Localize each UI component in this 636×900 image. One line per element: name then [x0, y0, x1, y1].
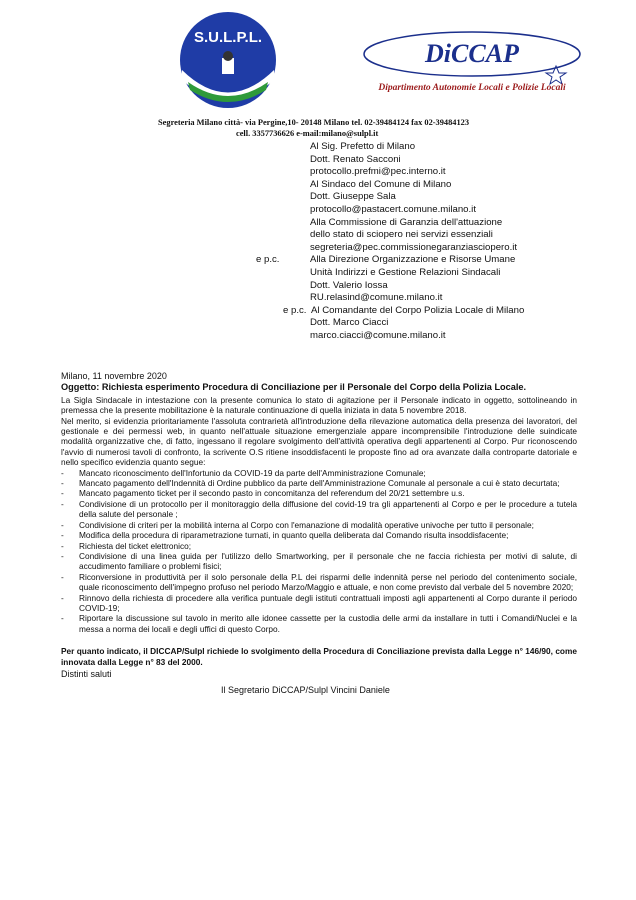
epc-label: e p.c. [283, 304, 307, 316]
addressee-line: segreteria@pec.commissionegaranziasciopero.it [310, 241, 518, 253]
signature: Il Segretario DiCCAP/Sulpl Vincini Daniele [221, 685, 390, 696]
list-item-text: Riportare la discussione sul tavolo in merito alle idonee cassette per la custodia delle armi da installare in tutti i Comandi/Nuclei e la messa a norma dei locali e degli uffici di questo Corpo. [79, 613, 577, 634]
list-item-text: Riconversione in produttività per il solo personale della P.L dei risparmi delle indennità perse nel periodo del contenimento sociale, quale riconoscimento dell'impegno profuso nel periodo Marzo/Maggio e attuale, e non come previsto dal verbale del 5 novembre 2020; [79, 571, 577, 593]
addressee-line: Dott. Valerio Iossa [310, 279, 388, 291]
list-dash: - [61, 530, 64, 541]
list-item-text: Condivisione di una linea guida per l'utilizzo dello Smartworking, per il personale che ne faccia richiesta per motivi di salute, di accudimento familiare o problemi fisici; [79, 550, 577, 572]
list-item [61, 593, 577, 614]
list-item-text: Richiesta del ticket elettronico; [79, 540, 192, 551]
list-item-text: Mancato pagamento ticket per il secondo pasto in concomitanza del referendum del 20/21 settembre u.s. [79, 488, 465, 499]
list-item [61, 541, 577, 551]
list-dash: - [61, 540, 64, 551]
list-item-text: Mancato pagamento dell'Indennità di Ordine pubblico da parte dell'Amministrazione Comunale al personale a cui è stato decurtata; [79, 478, 560, 489]
list-item [61, 530, 577, 540]
segreteria-line: Segreteria Milano città- via Pergine,10- 20148 Milano tel. 02-39484124 fax 02-39484123 [158, 118, 470, 127]
diccap-logo-text: DiCCAP [425, 39, 519, 68]
list-dash: - [61, 571, 64, 582]
list-item [61, 572, 577, 593]
list-item-text: Mancato riconoscimento dell'Infortunio da COVID-19 da parte dell'Amministrazione Comunale; [79, 467, 426, 478]
addressee-line: Al Comandante del Corpo Polizia Locale di Milano [311, 304, 525, 316]
list-dash: - [61, 467, 64, 478]
list-dash: - [61, 592, 64, 603]
letter-subject: Oggetto: Richiesta esperimento Procedura di Conciliazione per il Personale del Corpo della Polizia Locale. [61, 382, 527, 393]
letter-date: Milano, 11 novembre 2020 [61, 371, 167, 381]
list-item-text: Condivisione di criteri per la mobilità interna al Corpo con l'emanazione di modalità operative univoche per tutto il personale; [79, 519, 534, 530]
list-item-text: Modifica della procedura di riparametrazione turnati, in quanto quella deliberata dal Comando risulta insoddisfacente; [79, 530, 509, 541]
epc-label: e p.c. [256, 254, 280, 266]
list-item [61, 468, 577, 478]
list-item [61, 499, 577, 520]
addressee-line: protocollo@pastacert.comune.milano.it [310, 203, 476, 215]
list-item [61, 613, 577, 634]
addressee-line: Al Sindaco del Comune di Milano [310, 178, 452, 190]
addressee-line: protocollo.prefmi@pec.interno.it [310, 166, 446, 178]
list-item-text: Condivisione di un protocollo per il monitoraggio della diffusione del covid-19 tra gli appartenenti al Corpo e per le procedure a tutela della salute del personale ; [79, 498, 577, 520]
list-item [61, 488, 577, 498]
list-item [61, 520, 577, 530]
addressee-line: Alla Commissione di Garanzia dell'attuazione [310, 216, 503, 228]
addressee-line: Unità Indirizzi e Gestione Relazioni Sindacali [310, 266, 501, 278]
addressee-block [0, 141, 636, 343]
diccap-logo [360, 28, 588, 98]
diccap-subtitle: Dipartimento Autonomie Locali e Polizie Locali [378, 83, 566, 93]
list-item [61, 551, 577, 572]
greeting: Distinti saluti [61, 668, 112, 679]
addressee-line: marco.ciacci@comune.milano.it [310, 329, 446, 341]
sulpl-logo [178, 10, 278, 110]
paragraph: Nel merito, si evidenzia prioritariamente l'assoluta contrarietà all'introduzione della rilevazione automatica della presenza dei lavoratori, del gestionale e dei permessi web, in quanto nell'attuale situazione emergenziale appare incomprensibile l'introduzione delle suindicate modalità organizzative che, di fatto, ingessano il regolare svolgimento dell'attività operativa degli appartenenti al Corpo. Pur riconoscendo l'avvio di numerosi tavoli di confronto, la scrivente O.S ritiene insoddisfacenti le proposte fino ad ora avanzate dalla controparte datoriale e nello specifico evidenzia quanto segue: [61, 415, 577, 468]
list-item [61, 478, 577, 488]
contact-line: cell. 3357736626 e-mail:milano@sulpl.it [236, 129, 379, 138]
closing-request: Per quanto indicato, il DICCAP/Sulpl richiede lo svolgimento della Procedura di Conciliazione prevista dalla Legge n° 146/90, come innovata dalla Legge n° 83 del 2000. [61, 646, 577, 667]
paragraph: La Sigla Sindacale in intestazione con la presente comunica lo stato di agitazione per il Personale indicato in oggetto, sottolineando in premessa che la presente mobilitazione è la naturale continuazione di quella iniziata in data 5 novembre 2018. [61, 394, 577, 416]
addressee-line: RU.relasind@comune.milano.it [310, 292, 443, 304]
list-dash: - [61, 519, 64, 530]
list-item-text: Rinnovo della richiesta di procedere alla verifica puntuale degli istituti contrattuali imposti agli appartenenti al Corpo durante il periodo COVID-19; [79, 592, 577, 613]
list-dash: - [61, 550, 64, 561]
demands-list [61, 468, 577, 635]
list-dash: - [61, 498, 64, 509]
sulpl-logo-text: S.U.L.P.L. [193, 29, 263, 46]
list-dash: - [61, 478, 64, 489]
list-dash: - [61, 488, 64, 499]
addressee-line: Dott. Marco Ciacci [310, 317, 389, 329]
addressee-line: Dott. Giuseppe Sala [310, 191, 396, 203]
list-dash: - [61, 613, 64, 624]
letter-body [61, 371, 577, 696]
addressee-line: Dott. Renato Sacconi [310, 153, 401, 165]
addressee-line: Alla Direzione Organizzazione e Risorse Umane [310, 254, 516, 266]
addressee-line: dello stato di sciopero nei servizi essenziali [310, 229, 493, 241]
addressee-line: Al Sig. Prefetto di Milano [310, 141, 416, 152]
